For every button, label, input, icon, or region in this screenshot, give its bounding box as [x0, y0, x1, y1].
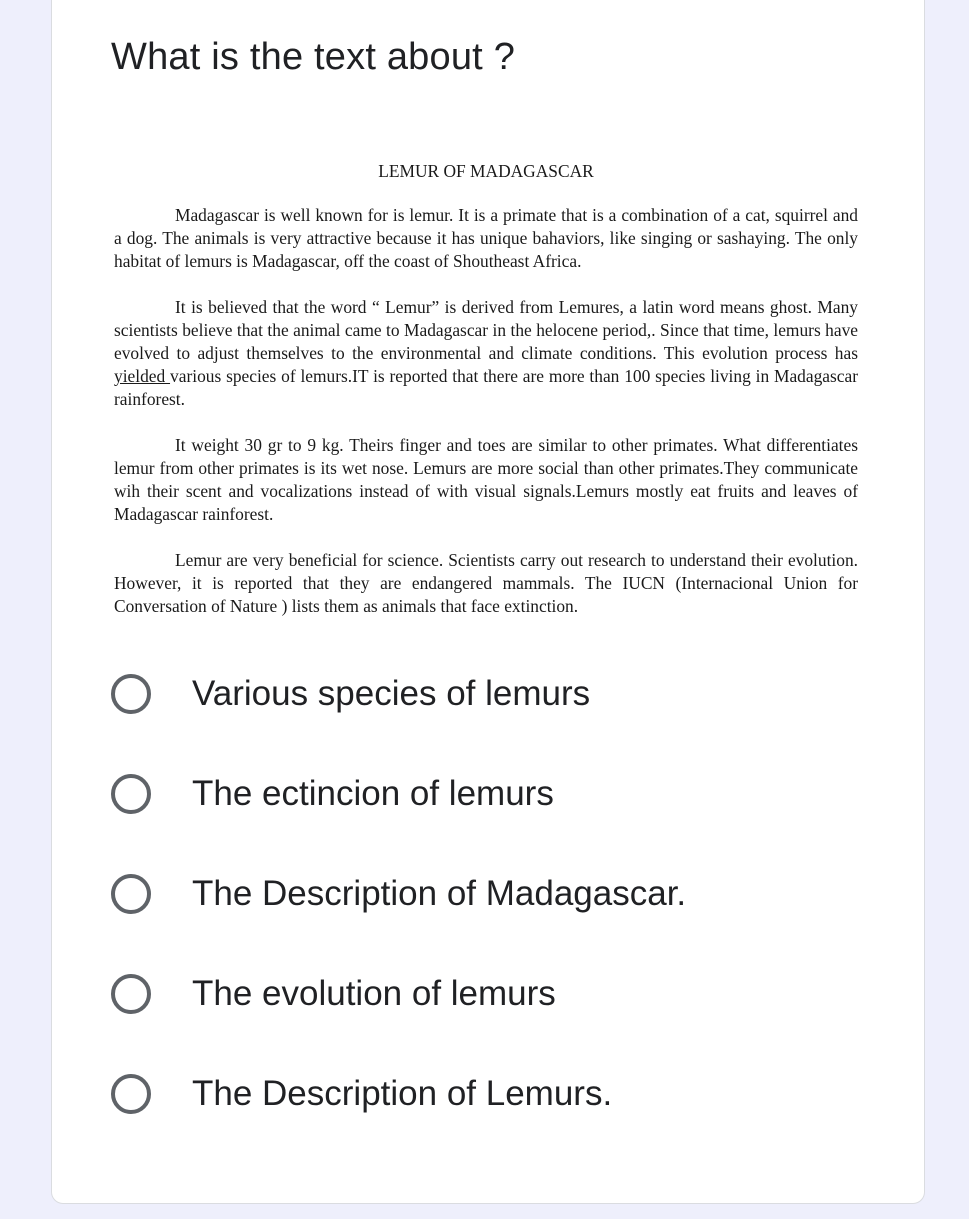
option-extinction[interactable]: [111, 769, 871, 819]
option-label: The evolution of lemurs: [192, 974, 556, 1013]
option-label: The Description of Madagascar.: [192, 874, 687, 913]
option-label: The Description of Lemurs.: [192, 1074, 613, 1113]
passage-text: It is believed that the word “ Lemur” is derived from Lemures, a latin word means ghost. Many scientists believe that the animal came to Madagascar in the helocene period,. Since that time, lemurs have evolved to adjust themselves to the environmental and climate conditions. This evolution process has: [114, 297, 858, 363]
option-label: The ectincion of lemurs: [192, 774, 554, 813]
passage-paragraph: [114, 296, 858, 411]
passage-image: [114, 160, 858, 641]
option-label: Various species of lemurs: [192, 674, 591, 713]
passage-text: various species of lemurs.IT is reported that there are more than 100 species living in Madagascar rainforest.: [114, 366, 858, 409]
option-description-madagascar[interactable]: [111, 869, 871, 919]
passage-title: LEMUR OF MADAGASCAR: [378, 161, 594, 181]
option-evolution[interactable]: [111, 969, 871, 1019]
radio-button-icon[interactable]: [111, 1074, 151, 1114]
passage-paragraph: Lemur are very beneficial for science. Scientists carry out research to understand their evolution. However, it is reported that they are endangered mammals. The IUCN (Internacional Union for Conversation of Nature ) lists them as animals that face extinction.: [114, 550, 858, 616]
passage-paragraph: Madagascar is well known for is lemur. It is a primate that is a combination of a cat, squirrel and a dog. The animals is very attractive because it has unique bahaviors, like singing or sashaying. The only habitat of lemurs is Madagascar, off the coast of Shoutheast Africa.: [114, 205, 858, 271]
option-description-lemurs[interactable]: [111, 1069, 871, 1119]
answer-options: [111, 669, 871, 1169]
radio-button-icon[interactable]: [111, 874, 151, 914]
question-title: What is the text about ?: [111, 36, 516, 78]
passage-paragraph: It weight 30 gr to 9 kg. Theirs finger and toes are similar to other primates. What differentiates lemur from other primates is its wet nose. Lemurs are more social than other primates.They communicate wih their scent and vocalizations instead of with visual signals.Lemurs mostly eat fruits and leaves of Madagascar rainforest.: [114, 435, 858, 524]
radio-button-icon[interactable]: [111, 674, 151, 714]
passage-underlined-word: yielded: [114, 366, 171, 386]
option-various-species[interactable]: [111, 669, 871, 719]
radio-button-icon[interactable]: [111, 974, 151, 1014]
radio-button-icon[interactable]: [111, 774, 151, 814]
